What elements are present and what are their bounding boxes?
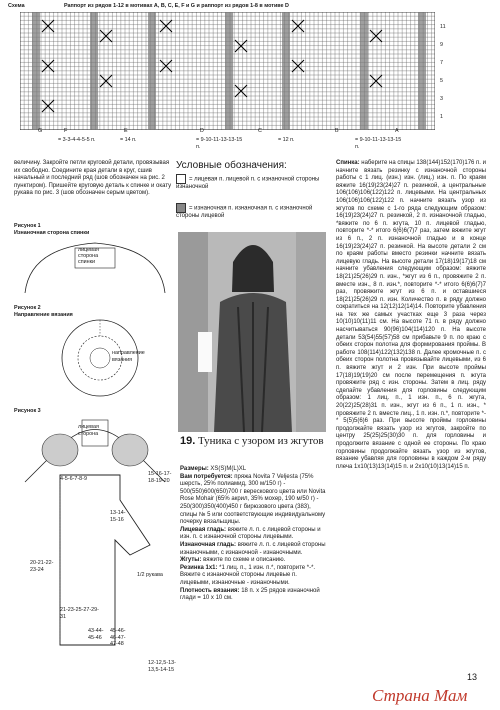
count-label: = 12 п. bbox=[278, 137, 295, 143]
fig1-label: сторона bbox=[78, 253, 99, 259]
dim-label: 12-12,5-13-13,5-14-15 bbox=[148, 660, 176, 673]
motif-letter: E bbox=[124, 128, 128, 134]
motif-letter: G bbox=[38, 128, 43, 134]
dim-label: 15-16-17-18-19-20 bbox=[148, 471, 172, 484]
row-num: 1 bbox=[440, 114, 443, 120]
dim-label: 4-5-6-7-8-9 bbox=[60, 476, 87, 482]
chart-title: Раппорт из рядов 1-12 в мотивах A, B, C, E, F и G и раппорт из рядов 1-8 в мотиве D bbox=[64, 3, 289, 9]
count-label: = 9-10-11-13-13-15 п. bbox=[196, 137, 243, 150]
fig2-title: Рисунок 2 bbox=[14, 305, 41, 311]
motif-letter: B bbox=[335, 128, 339, 134]
chart-label: Схема bbox=[8, 3, 25, 9]
knit-symbol-icon bbox=[176, 174, 186, 184]
watermark-logo: Страна Мам bbox=[372, 686, 468, 705]
row-num: 11 bbox=[440, 24, 446, 30]
fig3-label: лицевая bbox=[78, 424, 99, 430]
fig3-title: Рисунок 3 bbox=[14, 408, 41, 414]
dim-label: 45-46-46-47-47-48 bbox=[110, 628, 126, 648]
count-label: = 3-3-4-4-5-5 п. bbox=[58, 137, 96, 143]
model-photo bbox=[178, 232, 326, 432]
page-number: 13 bbox=[467, 672, 478, 682]
middle-text: Размеры: XS(S)M(L)XL Вам потребуется: пряжа Novita 7 Veljesta (75% шерсть, 25% полиамид, 300 м/150 г) - 500(550)600(650)700 г верескового цвета или Novita Rose Mohair (65% акрил, 35% мохер, 190 м/50 г) - 250(300)350(400)450 г бирюзового цвета (383), спицы № 5 или соответствующие индивидуальному почерку вязальщицы. Лицевая гладь: вяжите л. п. с лицевой стороны и изн. п. с изнаночной стороны лицевыми. Изнаночная гладь: вяжите л. п. с лицевой стороны изнаночными, с изнаночной - изнаночными. Жгуты: вяжите по схеме и описанию. Резинка 1х1: *1 лиц. п., 1 изн. п.*, повторите *-*. Вяжите с изнаночной стороны лицевые п. лицевыми, изнаночные - изнаночными. Плотность вязания: 18 п. x 25 рядов изнаночной глади = 10 x 10 см. bbox=[180, 466, 326, 602]
row-num: 7 bbox=[440, 60, 443, 66]
pattern-number: 19. bbox=[180, 435, 196, 447]
dim-label: 43-44-45-46 bbox=[88, 628, 104, 641]
right-text: Спинка: наберите на спицы 138(144)152(170)176 п. и начните вязать резинку с изнаночной стороны работы с 1 лиц. (изн.) изн. (лиц.) изн. п. По краям вяжите 16(19)23(24)27 п. резинкой, а центральные 106(106)106(122)122 п. лицевыми. На центральных 106(106)106(122)122 п. начните вязать узор из жгутов по схеме с 1-го ряда следующим образом: 16(19)23(24)27 п. резинкой, 2 п. изнаночной гладью, *вяжите по 6 п. жгута, 10 п. лицевой гладью, повторите *-* итого 6(6)6(7)7 раз, затем вяжите жгут из 6 п., 2 п. изнаночной гладью и в конце 16(19)23(24)27 п. резинкой. На высоте детали 2 см по краям работы вместо резинки начните вязать лицевую гладь. На высоте детали 17(18)19(17)18 см начните убавления следующим образом: вяжите 18(21)25(26)29 п. изн., *жгут из 6 п., провяжите 2 п. вместе изн., 8 п. изн.*, повторите *-* итого 6(6)6(7)7 раз, провяжите жгут из 6 п. и оставшиеся 18(21)25(26)29 п. изн. Количество п. в ряду должно сократиться на 12(12)12(14)14. Повторите убавления на тех же самых участках еще 3 раза через 10(10)10(11)11 см. На высоте 71 п. в ряду должно насчитываться 90(96)104(114)120 п. На высоте детали 53(54)55(57)58 см прибавьте 9 п. по краю с обеих сторон полотна для формирования проймы. В работе 108(114)122(132)138 п. Далее кромочные п. с обеих сторон полотна провязывайте лицевыми, из 6 п. вяжите жгут и 2 изн. При высоте проймы 17(18)19(19)20 см после перемещения п. жгута провяжите ряд с изн. стороны. Затем в лиц. ряду сделайте убавления для горловины следующим образом: 1 лиц. п., 1 изн. п., 6 п. жгута, 20(22)25(28)31 п. изн., жгут из 6 п., 1 п. изн., * провяжите 2 п. вместе лиц., 1 п. изн. п.*, повторите *-* 5(5)5(6)6 раз. При высоте проймы горловины продолжайте вязать узор из жгутов, закройте по центру 25(25)25(30)30 п. для горловины и продолжите вязание с одной ее стороны. По краю горловины продолжайте вязать узор из жгутов, вязание убавляя для горловины в каждом 2-м ряду плеча 1х10(13)13(14)15 п. и 2x10(10)13(14)15 п. bbox=[336, 160, 486, 470]
fig1-subtitle: Изнаночная сторона спинки bbox=[14, 230, 90, 236]
row-num: 9 bbox=[440, 42, 443, 48]
count-label: = 14 п. bbox=[120, 137, 137, 143]
dim-label: 21-23-25-27-29-31 bbox=[60, 607, 99, 620]
motif-letter: D bbox=[200, 128, 204, 134]
knitting-chart bbox=[20, 12, 435, 130]
pattern-title: Туника с узором из жгутов bbox=[198, 435, 324, 447]
legend-item-2: = изнаночная п. изнаночная п. с изнаночной стороны лицевой bbox=[176, 203, 336, 221]
fig1-label: спинки bbox=[78, 259, 95, 265]
row-num: 5 bbox=[440, 78, 443, 84]
legend-title: Условные обозначения: bbox=[176, 160, 287, 171]
dim-label: 13-14-15-16 bbox=[110, 510, 126, 523]
purl-symbol-icon bbox=[176, 203, 186, 213]
fig1-title: Рисунок 1 bbox=[14, 223, 41, 229]
fig2-label: направление вязания bbox=[112, 350, 145, 363]
fig1-label: лицевая bbox=[78, 247, 99, 253]
motif-letter: C bbox=[258, 128, 262, 134]
dim-label: 20-21-22-23-24 bbox=[30, 560, 54, 573]
fig2-subtitle: Направление вязания bbox=[14, 312, 73, 318]
row-num: 3 bbox=[440, 96, 443, 102]
legend-item-1: = лицевая п. лицевой п. с изнаночной стороны изнаночной bbox=[176, 174, 336, 192]
fig3-label: сторона bbox=[78, 431, 99, 437]
left-paragraph: величину. Закройте петли круговой детали, провязывая их свободно. Соедините края детали в круг, сшив начальный и последний ряд (шов обозначен на рис. 2 пунктиром). Пришейте круговую деталь к спинке и окату рукава по рис. 3 (шов обозначен серым цветом). bbox=[14, 160, 172, 197]
dim-label: 1/2 рукава bbox=[137, 572, 163, 578]
motif-letter: A bbox=[395, 128, 399, 134]
count-label: = 9-10-11-13-13-15 п. bbox=[355, 137, 402, 150]
motif-letter: F bbox=[64, 128, 68, 134]
